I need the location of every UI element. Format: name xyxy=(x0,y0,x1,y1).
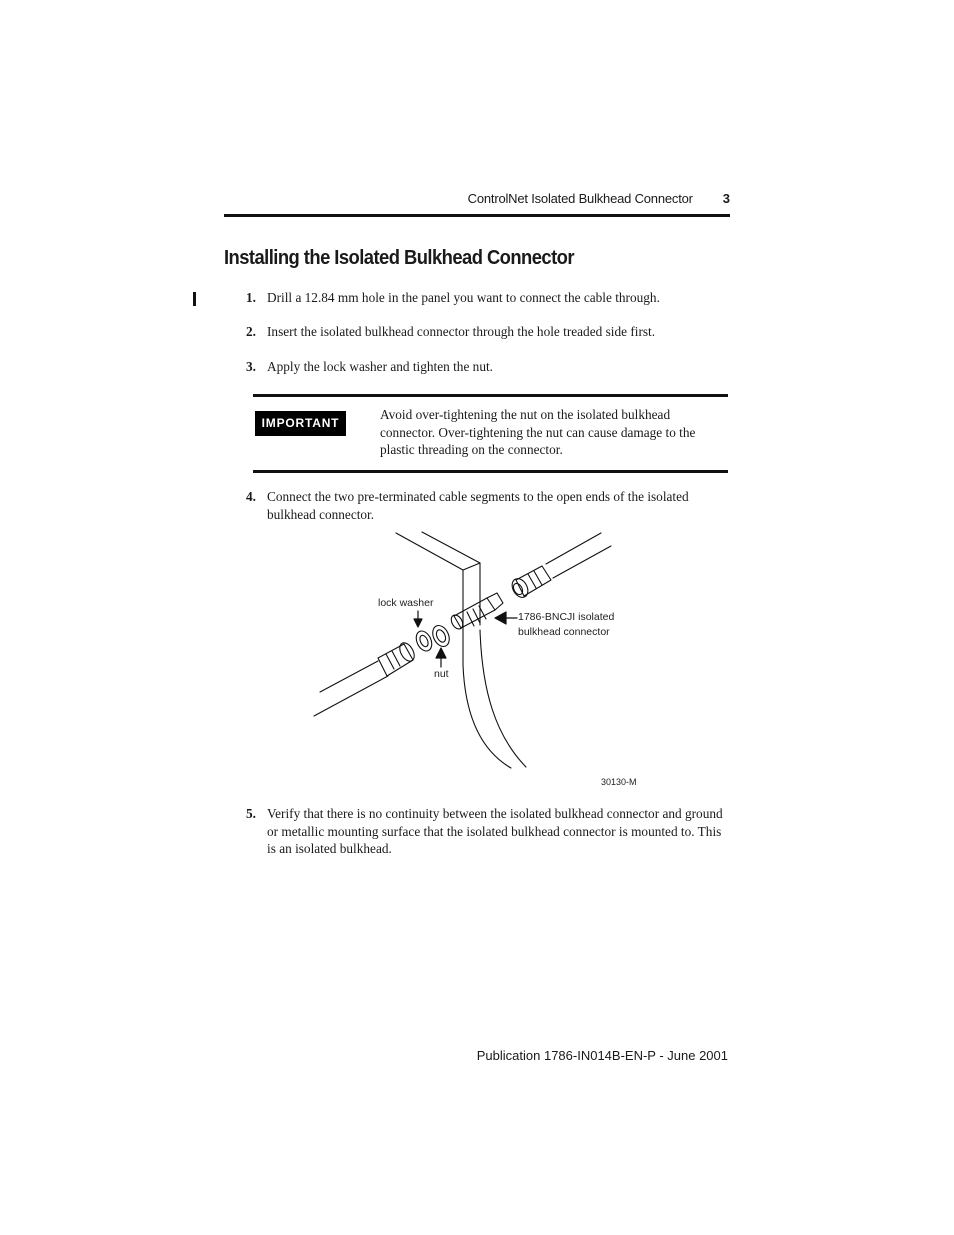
step-text: Insert the isolated bulkhead connector through the hole treaded side first. xyxy=(267,324,656,339)
step-text: Drill a 12.84 mm hole in the panel you want to connect the cable through. xyxy=(267,290,660,305)
step-text: Connect the two pre-terminated cable segments to the open ends of the isolated bulkhead connector. xyxy=(267,489,689,522)
nut-label: nut xyxy=(434,668,449,680)
left-cable-drawing xyxy=(314,640,417,716)
step-item xyxy=(246,289,730,307)
important-note xyxy=(253,394,728,473)
step-item xyxy=(246,358,730,376)
nut-arrow xyxy=(436,648,446,667)
section-title: Installing the Isolated Bulkhead Connector xyxy=(224,247,574,269)
change-bar xyxy=(193,292,196,306)
figure-id: 30130-M xyxy=(601,777,637,787)
publication-footer: Publication 1786-IN014B-EN-P - June 2001 xyxy=(476,1048,728,1063)
panel-drawing xyxy=(396,532,526,768)
step-number: 4. xyxy=(246,489,256,504)
connector-arrow xyxy=(495,612,517,624)
lock-washer-label: lock washer xyxy=(378,597,434,609)
page-number: 3 xyxy=(722,191,730,206)
step-number: 1. xyxy=(246,290,256,305)
header-rule xyxy=(224,214,730,217)
bulkhead-connector-drawing xyxy=(449,593,503,631)
important-label: IMPORTANT xyxy=(255,411,346,436)
step-number: 5. xyxy=(246,806,256,821)
step-item xyxy=(246,805,730,858)
step-text: Apply the lock washer and tighten the nut. xyxy=(267,359,493,374)
running-header xyxy=(224,191,730,211)
important-text: Avoid over-tightening the nut on the isolated bulkhead connector. Over-tightening the nut can cause damage to the plastic threading on the connector. xyxy=(380,407,696,457)
step-item xyxy=(246,488,730,523)
step-number: 2. xyxy=(246,324,256,339)
lock-washer-arrow xyxy=(414,611,422,627)
connector-label-line2: bulkhead connector xyxy=(518,626,610,638)
nut-drawing xyxy=(430,623,453,649)
installation-figure xyxy=(300,530,660,800)
bulkhead-diagram xyxy=(300,530,660,800)
washer-drawing xyxy=(413,629,435,654)
right-cable-drawing xyxy=(509,533,611,600)
step-number: 3. xyxy=(246,359,256,374)
connector-label-line1: 1786-BNCJI isolated xyxy=(518,611,615,623)
step-item xyxy=(246,323,730,341)
running-header-title: ControlNet Isolated Bulkhead Connector xyxy=(467,191,693,206)
step-text: Verify that there is no continuity between the isolated bulkhead connector and ground or metallic mounting surface that the isolated bulkhead connector is mounted to. This is an isolated bulkhead. xyxy=(267,806,723,856)
